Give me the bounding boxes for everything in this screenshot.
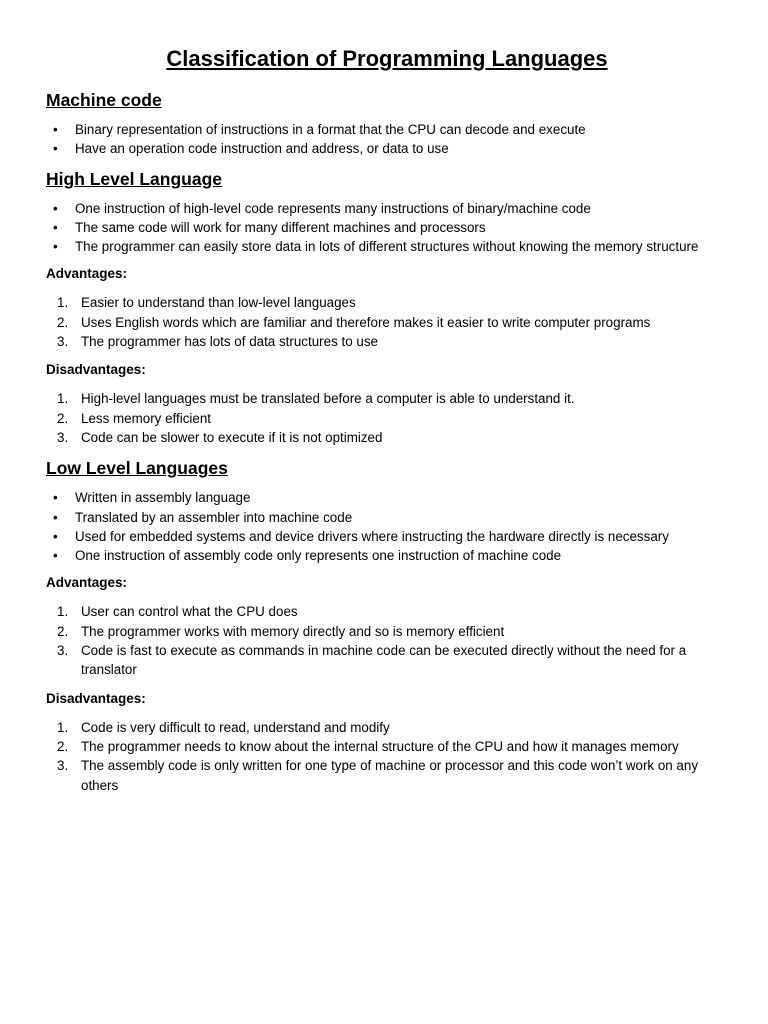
list-item: • Have an operation code instruction and address, or data to use (46, 139, 728, 158)
low-level-list (46, 488, 728, 565)
bullet-icon: • (53, 200, 58, 216)
high-level-advantages-list (46, 293, 728, 351)
high-level-list (46, 199, 728, 257)
bullet-icon: • (53, 509, 58, 525)
bullet-icon: • (53, 141, 58, 157)
list-item: • The same code will work for many different machines and processors (46, 218, 728, 237)
low-level-disadvantages-heading: Disadvantages: (46, 690, 146, 706)
high-level-heading: High Level Language (46, 168, 222, 189)
list-item: 2. The programmer needs to know about the internal structure of the CPU and how it manages memory (57, 738, 679, 754)
machine-code-heading: Machine code (46, 90, 162, 110)
low-level-advantages-list (46, 602, 728, 679)
machine-code-list (46, 120, 728, 159)
high-level-disadvantages-list (46, 389, 728, 447)
list-item: 3. The assembly code is only written for one type of machine or processor and this code won’t work on any others (57, 758, 699, 793)
low-level-advantages-heading: Advantages: (46, 575, 128, 591)
page-title: Classification of Programming Languages (166, 46, 608, 71)
bullet-icon: • (53, 122, 58, 137)
high-level-disadvantages-heading: Disadvantages: (46, 362, 146, 378)
list-item: • One instruction of assembly code only represents one instruction of machine code (46, 546, 728, 565)
low-level-heading: Low Level Languages (46, 458, 228, 479)
list-item: 3. Code is fast to execute as commands in machine code can be executed directly without the need for a translator (57, 643, 687, 678)
list-item: • One instruction of high-level code represents many instructions of binary/machine code (46, 199, 728, 218)
list-item: 1. Easier to understand than low-level languages (57, 295, 356, 311)
list-item: 3. Code can be slower to execute if it is not optimized (57, 429, 383, 445)
bullet-icon: • (53, 548, 58, 564)
list-item: 1. High-level languages must be translated before a computer is able to understand it. (57, 391, 575, 407)
high-level-advantages-heading: Advantages: (46, 266, 128, 282)
bullet-icon: • (53, 490, 58, 506)
list-item: 1. User can control what the CPU does (57, 604, 298, 620)
bullet-icon: • (53, 219, 58, 235)
list-item: 1. Code is very difficult to read, understand and modify (57, 719, 390, 735)
list-item: • Written in assembly language (46, 488, 728, 507)
bullet-icon: • (53, 528, 58, 544)
list-item: 3. The programmer has lots of data structures to use (57, 334, 378, 350)
list-item: • The programmer can easily store data in lots of different structures without knowing the memory structure (46, 237, 728, 256)
list-item: • Used for embedded systems and device drivers where instructing the hardware directly is necessary (46, 527, 728, 546)
list-item: 2. The programmer works with memory directly and so is memory efficient (57, 623, 505, 639)
low-level-disadvantages-list (46, 718, 728, 795)
list-item: 2. Uses English words which are familiar and therefore makes it easier to write computer programs (57, 314, 651, 330)
list-item: 2. Less memory efficient (57, 410, 211, 426)
list-item: • Binary representation of instructions in a format that the CPU can decode and execute (46, 120, 728, 139)
list-item: • Translated by an assembler into machine code (46, 508, 728, 527)
bullet-icon: • (53, 239, 58, 255)
